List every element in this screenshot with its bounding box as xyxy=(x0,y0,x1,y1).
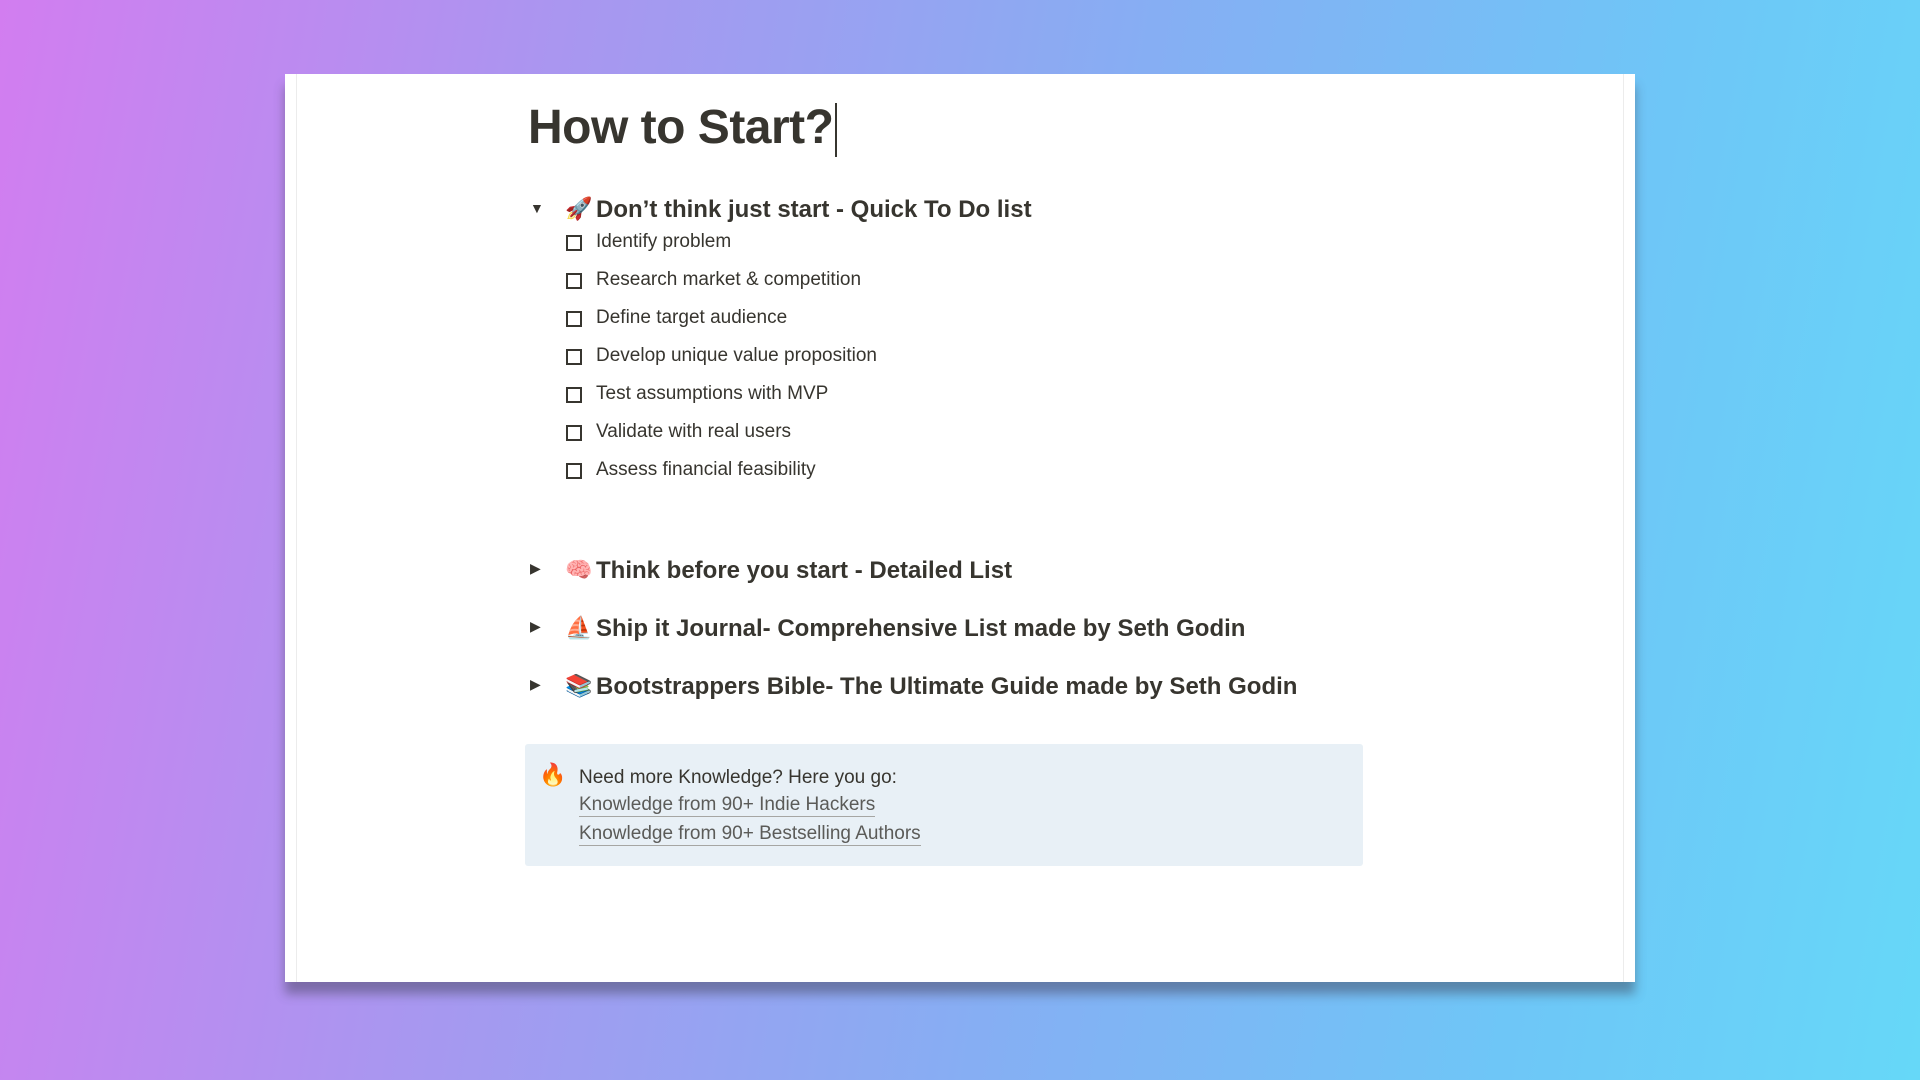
checkbox[interactable] xyxy=(566,425,582,441)
bestselling-authors-link[interactable]: Knowledge from 90+ Bestselling Authors xyxy=(579,823,921,844)
knowledge-callout xyxy=(525,744,1363,866)
todo-label[interactable]: Research market & competition xyxy=(596,269,862,290)
toggle-heading[interactable]: Bootstrappers Bible- The Ultimate Guide made by Seth Godin xyxy=(596,673,1298,700)
toggle-arrow-down-icon[interactable]: ▼ xyxy=(530,200,544,216)
toggle-arrow-right-icon[interactable]: ▶ xyxy=(530,676,541,692)
todo-label[interactable]: Develop unique value proposition xyxy=(596,345,877,366)
books-icon: 📚 xyxy=(565,673,593,698)
page-title-text[interactable]: How to Start? xyxy=(528,101,834,154)
callout-text: Need more Knowledge? Here you go: xyxy=(579,767,897,788)
checkbox[interactable] xyxy=(566,387,582,403)
todo-label[interactable]: Test assumptions with MVP xyxy=(596,383,829,404)
toggle-arrow-right-icon[interactable]: ▶ xyxy=(530,560,541,576)
checkbox[interactable] xyxy=(566,311,582,327)
todo-label[interactable]: Assess financial feasibility xyxy=(596,459,816,480)
todo-label[interactable]: Define target audience xyxy=(596,307,788,328)
text-cursor xyxy=(835,103,837,157)
toggle-arrow-right-icon[interactable]: ▶ xyxy=(530,618,541,634)
document-page xyxy=(285,74,1635,982)
indie-hackers-link[interactable]: Knowledge from 90+ Indie Hackers xyxy=(579,794,876,815)
rocket-icon: 🚀 xyxy=(565,196,593,221)
page-title[interactable] xyxy=(528,100,837,157)
brain-icon: 🧠 xyxy=(565,557,593,582)
checkbox[interactable] xyxy=(566,463,582,479)
checkbox[interactable] xyxy=(566,235,582,251)
todo-label[interactable]: Validate with real users xyxy=(596,421,792,442)
toggle-heading[interactable]: Don’t think just start - Quick To Do list xyxy=(596,196,1032,223)
todo-label[interactable]: Identify problem xyxy=(596,231,732,252)
sailboat-icon: ⛵ xyxy=(565,615,593,640)
fire-icon: 🔥 xyxy=(539,762,567,787)
toggle-heading[interactable]: Think before you start - Detailed List xyxy=(596,557,1013,584)
toggle-heading[interactable]: Ship it Journal- Comprehensive List made by Seth Godin xyxy=(596,615,1246,642)
checkbox[interactable] xyxy=(566,349,582,365)
checkbox[interactable] xyxy=(566,273,582,289)
